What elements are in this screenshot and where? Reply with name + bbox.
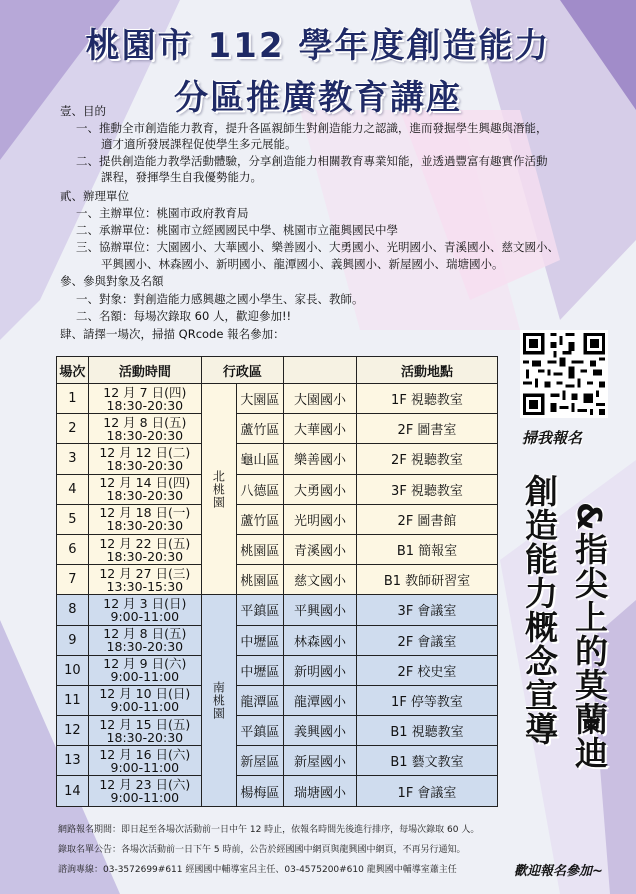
session-datetime — [88, 655, 201, 685]
session-datetime — [88, 685, 201, 715]
session-room: B1 簡報室 — [357, 534, 498, 564]
header-school — [284, 357, 357, 384]
session-district: 新屋區 — [236, 746, 283, 776]
session-district: 桃園區 — [236, 565, 283, 595]
footer-contact: 諮詢專線：03-3572699#611 經國國中輔導室呂主任、03-4575200#610 龍興國中輔導室蕭主任 — [58, 865, 457, 875]
schedule-table — [56, 356, 498, 807]
session-time: 18:30-20:30 — [106, 729, 184, 745]
session-datetime — [88, 776, 201, 806]
title-line-2: 分區推廣教育講座 — [174, 78, 462, 118]
session-time: 18:30-20:30 — [106, 639, 184, 655]
session-datetime — [88, 565, 201, 595]
session-time: 13:30-15:30 — [106, 578, 184, 594]
session-time: 18:30-20:30 — [106, 548, 184, 564]
table-row — [57, 716, 498, 746]
participant-item-1: 一、對象：對創造能力感興趣之國小學生、家長、教師。 — [76, 292, 364, 306]
session-number: 1 — [57, 384, 89, 414]
session-date: 12 月 16 日(六) — [99, 746, 191, 762]
session-datetime — [88, 444, 201, 474]
region-north: 北桃園 — [201, 384, 236, 595]
session-datetime — [88, 384, 201, 414]
header-time: 活動時間 — [88, 357, 201, 384]
session-number: 2 — [57, 414, 89, 444]
region-south: 南桃園 — [201, 595, 236, 806]
session-room: 2F 會議室 — [357, 625, 498, 655]
session-date: 12 月 8 日(五) — [103, 626, 187, 642]
session-time: 18:30-20:30 — [106, 397, 184, 413]
session-number: 13 — [57, 746, 89, 776]
session-datetime — [88, 746, 201, 776]
side-title-col1: 創造能力概念宣導 — [520, 474, 559, 746]
session-district: 平鎮區 — [236, 595, 283, 625]
session-room: 2F 校史室 — [357, 655, 498, 685]
table-row — [57, 534, 498, 564]
purpose-item-1a: 一、推動全市創造能力教育，提升各區親師生對創造能力之認識，進而發掘學生興趣與潛能， — [76, 121, 548, 135]
session-room: 2F 圖書室 — [357, 414, 498, 444]
session-district: 蘆竹區 — [236, 504, 283, 534]
session-room: 1F 停等教室 — [357, 685, 498, 715]
session-room: B1 教師研習室 — [357, 565, 498, 595]
session-room: B1 視聽教室 — [357, 716, 498, 746]
session-time: 18:30-20:30 — [106, 427, 184, 443]
session-room: 3F 視聽教室 — [357, 474, 498, 504]
session-time: 9:00-11:00 — [110, 608, 180, 624]
session-number: 10 — [57, 655, 89, 685]
session-school: 大華國小 — [284, 414, 357, 444]
header-district: 行政區 — [201, 357, 283, 384]
session-number: 12 — [57, 716, 89, 746]
session-school: 樂善國小 — [284, 444, 357, 474]
session-number: 7 — [57, 565, 89, 595]
session-number: 9 — [57, 625, 89, 655]
session-time: 9:00-11:00 — [110, 669, 180, 685]
session-time: 9:00-11:00 — [110, 759, 180, 775]
header-no: 場次 — [57, 357, 89, 384]
session-date: 12 月 27 日(三) — [99, 565, 191, 581]
participant-item-2: 二、名額：每場次錄取 60 人，歡迎參加!! — [76, 309, 292, 323]
session-school: 大勇國小 — [284, 474, 357, 504]
header-venue: 活動地點 — [357, 357, 498, 384]
session-school: 新明國小 — [284, 655, 357, 685]
session-school: 義興國小 — [284, 716, 357, 746]
organizer-item-3b: 平興國小、林森國小、新明國小、龍潭國小、義興國小、新屋國小、瑞塘國小。 — [101, 257, 504, 271]
table-row — [57, 655, 498, 685]
table-row — [57, 414, 498, 444]
session-district: 楊梅區 — [236, 776, 283, 806]
session-date: 12 月 7 日(四) — [103, 384, 187, 400]
session-district: 桃園區 — [236, 534, 283, 564]
session-date: 12 月 14 日(四) — [99, 475, 191, 491]
table-row — [57, 565, 498, 595]
session-room: 2F 圖書館 — [357, 504, 498, 534]
session-school: 龍潭國小 — [284, 685, 357, 715]
table-row — [57, 384, 498, 414]
session-datetime — [88, 534, 201, 564]
session-district: 平鎮區 — [236, 716, 283, 746]
session-time: 9:00-11:00 — [110, 790, 180, 806]
session-time: 9:00-11:00 — [110, 699, 180, 715]
session-district: 中壢區 — [236, 655, 283, 685]
session-district: 龍潭區 — [236, 685, 283, 715]
session-school: 新屋國小 — [284, 746, 357, 776]
session-room: 2F 視聽教室 — [357, 444, 498, 474]
section-organizers: 貳、辦理單位 — [60, 189, 129, 203]
table-row — [57, 474, 498, 504]
session-number: 8 — [57, 595, 89, 625]
session-datetime — [88, 474, 201, 504]
session-date: 12 月 18 日(一) — [99, 505, 191, 521]
session-date: 12 月 12 日(二) — [99, 444, 191, 460]
purpose-item-2a: 二、提供創造能力教學活動體驗，分享創造能力相關教育專業知能，並透過豐富有趣實作活動 — [76, 154, 548, 168]
session-room: 1F 視聽教室 — [357, 384, 498, 414]
session-room: 1F 會議室 — [357, 776, 498, 806]
session-date: 12 月 8 日(五) — [103, 414, 187, 430]
table-row — [57, 444, 498, 474]
table-row — [57, 625, 498, 655]
session-district: 蘆竹區 — [236, 414, 283, 444]
session-date: 12 月 23 日(六) — [99, 777, 191, 793]
session-date: 12 月 22 日(五) — [99, 535, 191, 551]
section-participants: 參、參與對象及名額 — [60, 274, 164, 288]
purpose-item-2b: 課程，發揮學生自我優勢能力。 — [101, 170, 262, 184]
purpose-item-1b: 適才適所發展課程促使學生多元展能。 — [101, 137, 297, 151]
session-school: 平興國小 — [284, 595, 357, 625]
session-number: 14 — [57, 776, 89, 806]
session-date: 12 月 15 日(五) — [99, 716, 191, 732]
session-date: 12 月 3 日(日) — [103, 595, 187, 611]
organizer-item-3a: 三、協辦單位：大園國小、大華國小、樂善國小、大勇國小、光明國小、青溪國小、慈文國小、 — [76, 240, 559, 254]
footer-announcement: 錄取名單公告：各場次活動前一日下午 5 時前，公告於經國國中網頁與龍興國中網頁，不再另行通知。 — [58, 845, 466, 855]
session-datetime — [88, 595, 201, 625]
session-number: 5 — [57, 504, 89, 534]
session-time: 18:30-20:30 — [106, 518, 184, 534]
side-title-col2: &指尖上的莫蘭迪 — [570, 502, 609, 770]
section-register: 肆、請擇一場次，掃描 QRcode 報名參加： — [60, 327, 285, 341]
organizer-item-1: 一、主辦單位：桃園市政府教育局 — [76, 206, 249, 220]
session-school: 光明國小 — [284, 504, 357, 534]
organizer-item-2: 二、承辦單位：桃園市立經國國民中學、桃園市立龍興國民中學 — [76, 223, 398, 237]
session-room: B1 藝文教室 — [357, 746, 498, 776]
table-header-row — [57, 357, 498, 384]
session-district: 大園區 — [236, 384, 283, 414]
session-school: 慈文國小 — [284, 565, 357, 595]
section-purpose: 壹、目的 — [60, 104, 106, 118]
table-row — [57, 746, 498, 776]
session-number: 6 — [57, 534, 89, 564]
session-district: 龜山區 — [236, 444, 283, 474]
session-school: 瑞塘國小 — [284, 776, 357, 806]
table-row — [57, 685, 498, 715]
table-row — [57, 504, 498, 534]
session-time: 18:30-20:30 — [106, 457, 184, 473]
session-datetime — [88, 716, 201, 746]
session-date: 12 月 10 日(日) — [99, 686, 191, 702]
table-row — [57, 776, 498, 806]
session-school: 青溪國小 — [284, 534, 357, 564]
session-number: 4 — [57, 474, 89, 504]
qr-code-icon[interactable] — [520, 330, 608, 418]
session-datetime — [88, 504, 201, 534]
session-datetime — [88, 414, 201, 444]
table-row — [57, 595, 498, 625]
session-time: 18:30-20:30 — [106, 488, 184, 504]
session-district: 中壢區 — [236, 625, 283, 655]
session-school: 大園國小 — [284, 384, 357, 414]
welcome-text: 歡迎報名參加~ — [514, 864, 603, 879]
footer-registration-period: 網路報名期間：即日起至各場次活動前一日中午 12 時止，依報名時間先後進行排序，每場次錄取 60 人。 — [58, 825, 480, 835]
session-number: 11 — [57, 685, 89, 715]
session-datetime — [88, 625, 201, 655]
session-district: 八德區 — [236, 474, 283, 504]
session-school: 林森國小 — [284, 625, 357, 655]
session-date: 12 月 9 日(六) — [103, 656, 187, 672]
session-number: 3 — [57, 444, 89, 474]
session-room: 3F 會議室 — [357, 595, 498, 625]
title-line-1: 桃園市 112 學年度創造能力 — [85, 26, 551, 66]
scan-to-register-label: 掃我報名 — [522, 429, 583, 447]
